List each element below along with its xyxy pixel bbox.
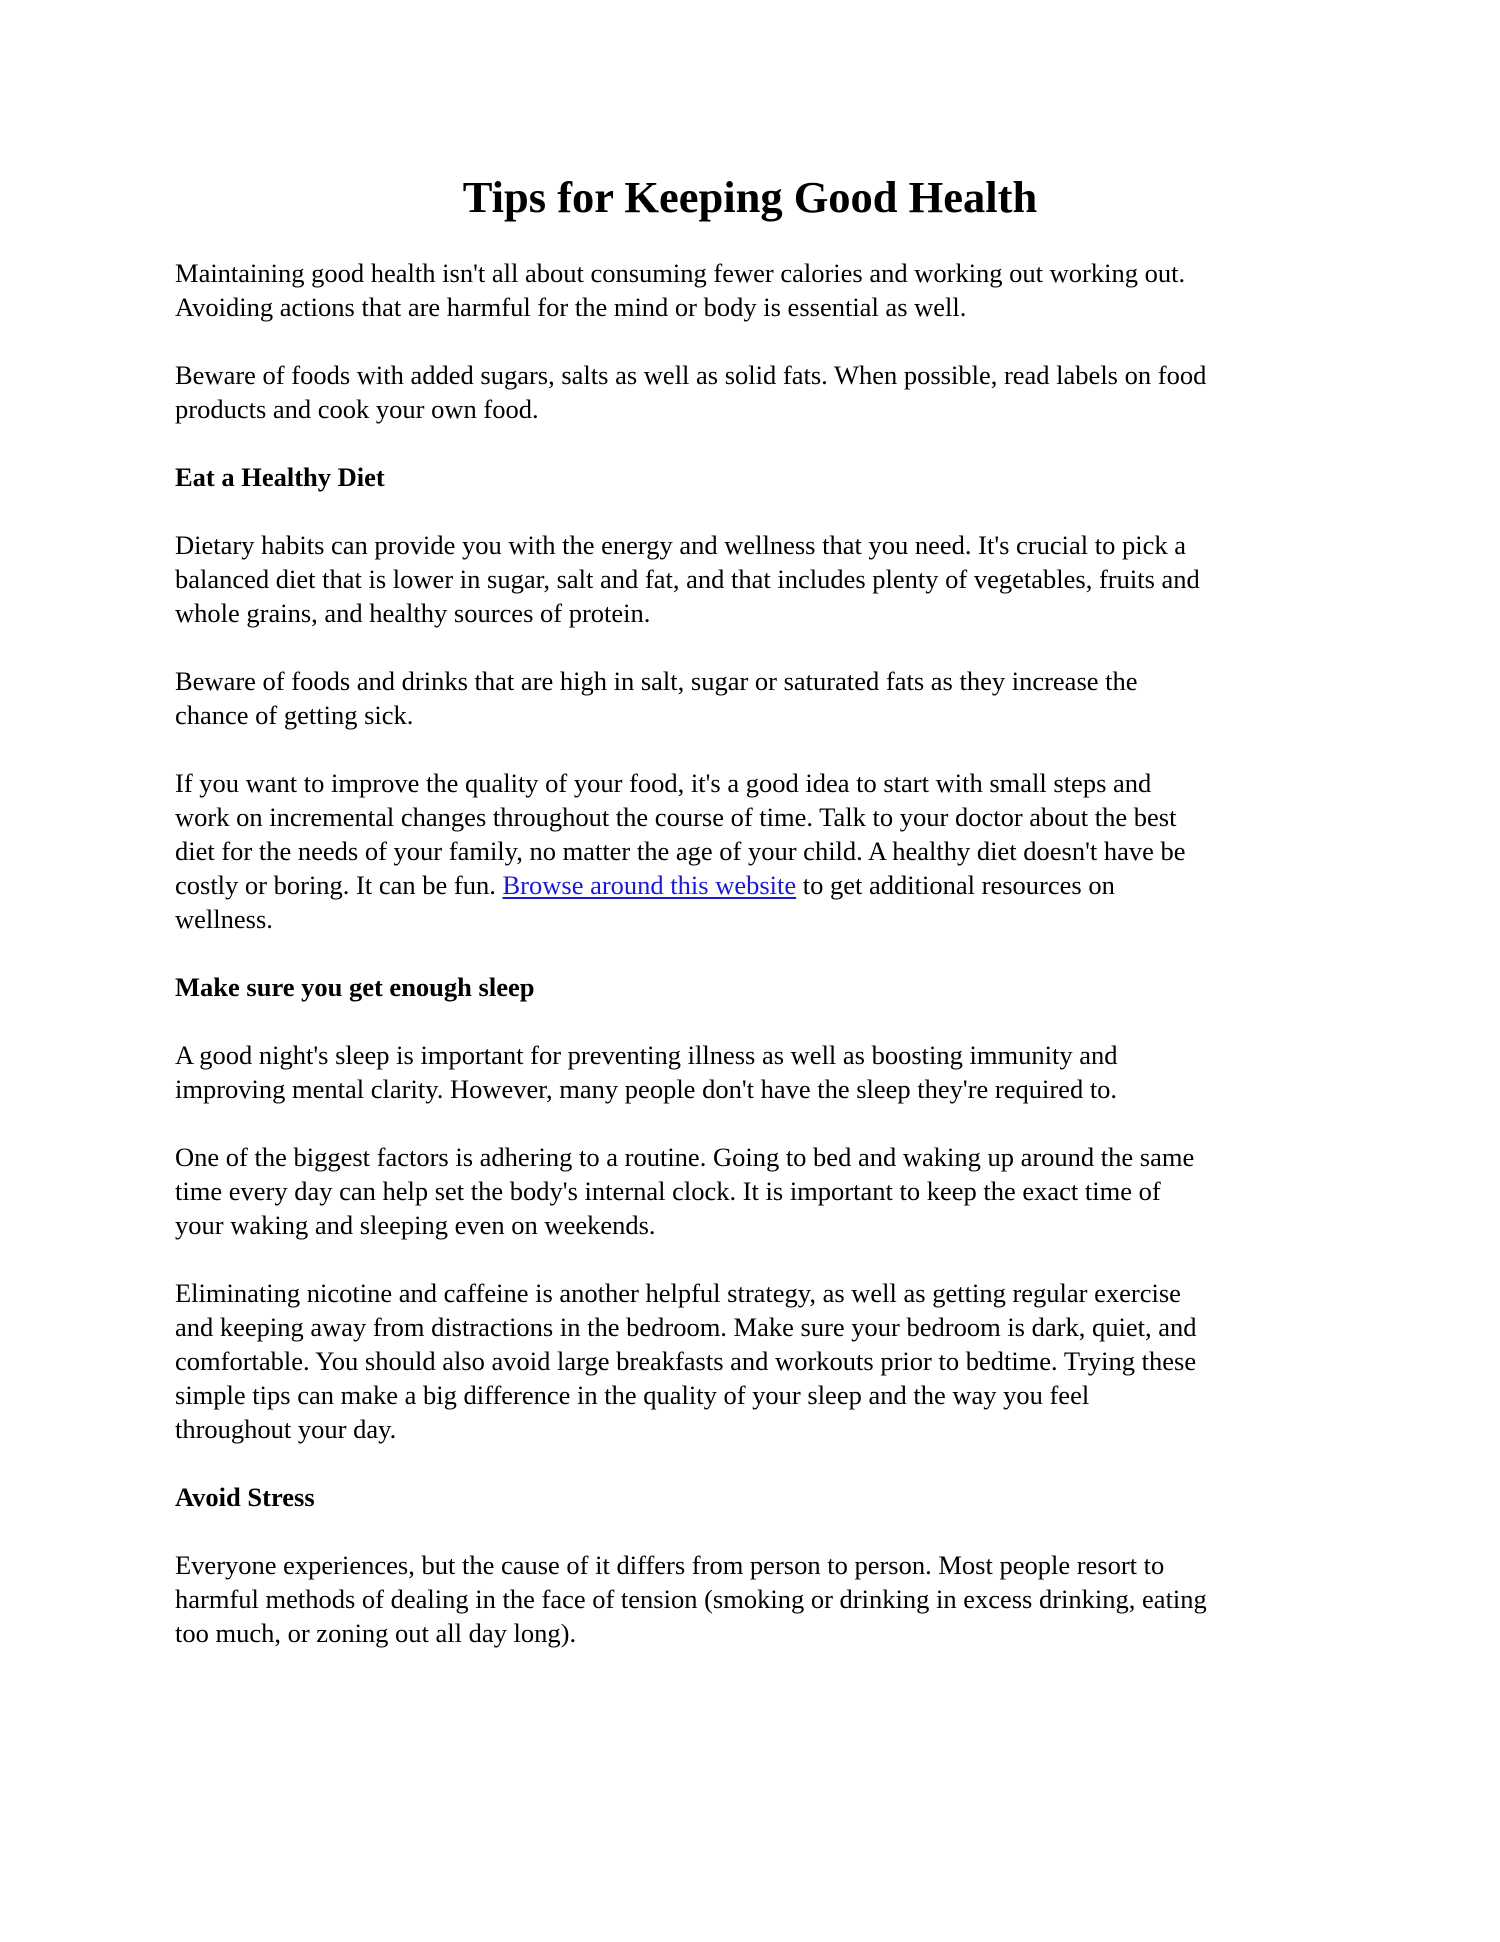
text-line: Beware of foods with added sugars, salts as well as solid fats. When possible, read labels on food — [175, 360, 1207, 390]
text-line: simple tips can make a big difference in the quality of your sleep and the way you feel — [175, 1380, 1090, 1410]
text-line: work on incremental changes throughout the course of time. Talk to your doctor about the best — [175, 802, 1177, 832]
heading-text: Eat a Healthy Diet — [175, 462, 385, 492]
text-before-link: costly or boring. It can be fun. — [175, 870, 503, 900]
heading-text: Make sure you get enough sleep — [175, 972, 535, 1002]
section-heading-stress — [175, 1480, 315, 1514]
text-line: Eliminating nicotine and caffeine is another helpful strategy, as well as getting regular exercise — [175, 1278, 1181, 1308]
text-line: Dietary habits can provide you with the energy and wellness that you need. It's crucial to pick a — [175, 530, 1186, 560]
text-line: diet for the needs of your family, no matter the age of your child. A healthy diet doesn't have be — [175, 836, 1186, 866]
text-line: too much, or zoning out all day long). — [175, 1618, 577, 1648]
browse-website-link[interactable]: Browse around this website — [502, 870, 797, 900]
text-line: Beware of foods and drinks that are high in salt, sugar or saturated fats as they increase the — [175, 666, 1138, 696]
section-heading-diet — [175, 460, 385, 494]
heading-text: Avoid Stress — [175, 1482, 315, 1512]
text-line: One of the biggest factors is adhering to a routine. Going to bed and waking up around the same — [175, 1142, 1195, 1172]
section-heading-sleep — [175, 970, 534, 1004]
sleep-paragraph-1 — [175, 1038, 1117, 1106]
text-line: A good night's sleep is important for preventing illness as well as boosting immunity and — [175, 1040, 1118, 1070]
intro-paragraph-2 — [175, 358, 1206, 426]
diet-paragraph-1 — [175, 528, 1200, 630]
text-line: chance of getting sick. — [175, 700, 414, 730]
text-line: and keeping away from distractions in the bedroom. Make sure your bedroom is dark, quiet, and — [175, 1312, 1197, 1342]
text-line: throughout your day. — [175, 1414, 397, 1444]
page-title: Tips for Keeping Good Health — [462, 172, 1038, 222]
text-after-link: to get additional resources on — [796, 870, 1115, 900]
text-line: Everyone experiences, but the cause of it differs from person to person. Most people resort to — [175, 1550, 1165, 1580]
diet-paragraph-2 — [175, 664, 1138, 732]
intro-paragraph-1 — [175, 256, 1185, 324]
stress-paragraph-1 — [175, 1548, 1207, 1650]
text-line: balanced diet that is lower in sugar, salt and fat, and that includes plenty of vegetables, fruits and — [175, 564, 1200, 594]
text-line-with-link — [175, 868, 1186, 902]
text-line: wellness. — [175, 904, 273, 934]
text-line: time every day can help set the body's internal clock. It is important to keep the exact time of — [175, 1176, 1161, 1206]
sleep-paragraph-3 — [175, 1276, 1196, 1446]
sleep-paragraph-2 — [175, 1140, 1194, 1242]
text-line: your waking and sleeping even on weekends. — [175, 1210, 656, 1240]
text-line: improving mental clarity. However, many people don't have the sleep they're required to. — [175, 1074, 1118, 1104]
text-line: Maintaining good health isn't all about consuming fewer calories and working out working out. — [175, 258, 1186, 288]
text-line: Avoiding actions that are harmful for the mind or body is essential as well. — [175, 292, 967, 322]
text-line: harmful methods of dealing in the face of tension (smoking or drinking in excess drinking, eating — [175, 1584, 1207, 1614]
diet-paragraph-3 — [175, 766, 1186, 936]
text-line: comfortable. You should also avoid large breakfasts and workouts prior to bedtime. Trying these — [175, 1346, 1197, 1376]
text-line: whole grains, and healthy sources of protein. — [175, 598, 651, 628]
text-line: If you want to improve the quality of your food, it's a good idea to start with small steps and — [175, 768, 1152, 798]
text-line: products and cook your own food. — [175, 394, 539, 424]
